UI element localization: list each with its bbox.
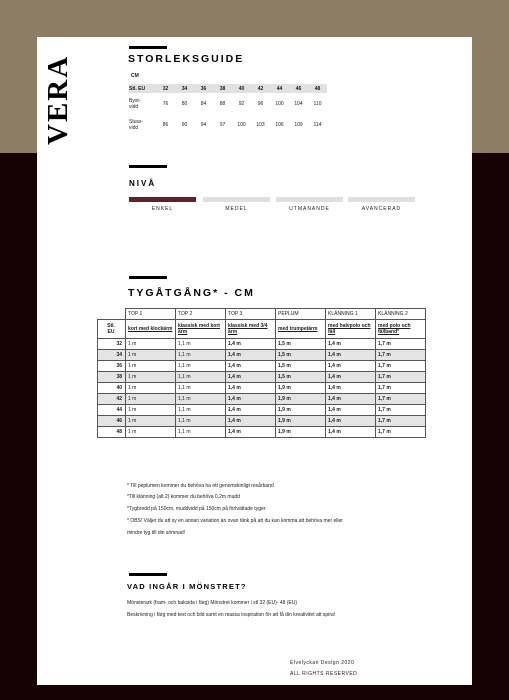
size-table: [129, 84, 327, 135]
size-cell: 32: [156, 84, 175, 93]
fabric-cell: 1,5 m: [276, 339, 326, 350]
level-label: AVANCERAD: [361, 206, 402, 212]
size-cell: 36: [194, 84, 213, 93]
fabric-cell: 1,7 m: [376, 427, 426, 438]
measure-cell: 84: [200, 100, 207, 107]
fabric-cell: 1,1 m: [176, 394, 226, 405]
fabric-cell: 1,7 m: [376, 372, 426, 383]
fabric-cell: 1,4 m: [326, 383, 376, 394]
fabric-row-size: 34: [98, 350, 126, 361]
measure-cell: 92: [238, 100, 245, 107]
fabric-desc-row: [98, 320, 426, 339]
measure-label: Stuss- vidd: [129, 118, 144, 131]
fabric-cell: 1,7 m: [376, 339, 426, 350]
fabric-col-header: TOP 2: [176, 309, 226, 320]
includes-line: Mönsterark (fram- och baksida i färg) Mönstret kommer i stl 32 (EU)- 48 (EU): [127, 600, 298, 606]
fabric-desc: med polo och fällband*: [376, 320, 426, 339]
measure-cell: 97: [219, 121, 226, 128]
fabric-cell: 1,1 m: [176, 383, 226, 394]
fabric-cell: 1 m: [126, 361, 176, 372]
level-label: ENKEL: [151, 206, 174, 212]
fabric-row-size: 40: [98, 383, 126, 394]
fabric-title: TYGÅTGÅNG* - CM: [128, 287, 255, 299]
fabric-row: [98, 383, 426, 394]
measure-cell: 106: [275, 121, 284, 128]
fabric-col-header: PEPLUM: [276, 309, 326, 320]
measure-cell: 103: [256, 121, 265, 128]
fabric-cell: 1,5 m: [276, 350, 326, 361]
fabric-cell: 1,1 m: [176, 416, 226, 427]
size-cell: 44: [270, 84, 289, 93]
measure-cell: 80: [181, 100, 188, 107]
fabric-cell: 1 m: [126, 383, 176, 394]
fabric-col-header: KLÄNNING 1: [326, 309, 376, 320]
fabric-cell: 1,1 m: [176, 427, 226, 438]
fabric-col-header: KLÄNNING 2: [376, 309, 426, 320]
size-row-hip: [129, 114, 327, 135]
measure-cell: 104: [294, 100, 303, 107]
fabric-cell: 1,1 m: [176, 405, 226, 416]
fabric-cell: 1,4 m: [326, 372, 376, 383]
fabric-cell: 1,4 m: [226, 361, 276, 372]
size-cell: 42: [251, 84, 270, 93]
fabric-cell: 1,4 m: [226, 394, 276, 405]
fabric-cell: 1,5 m: [276, 361, 326, 372]
fabric-row: [98, 394, 426, 405]
fabric-cell: 1,1 m: [176, 339, 226, 350]
fabric-desc: klassisk med kort ärm: [176, 320, 226, 339]
fabric-cell: 1,4 m: [226, 427, 276, 438]
measure-cell: 86: [162, 121, 169, 128]
fabric-cell: 1,4 m: [326, 350, 376, 361]
fabric-cell: 1,4 m: [326, 339, 376, 350]
measure-cell: 76: [162, 100, 169, 107]
fabric-row-size: 46: [98, 416, 126, 427]
fabric-desc: med halvpolo och fåll: [326, 320, 376, 339]
size-cell: 46: [289, 84, 308, 93]
fabric-row-size: 48: [98, 427, 126, 438]
size-cell: 48: [308, 84, 327, 93]
size-table-header: [129, 84, 327, 93]
measure-cell: 94: [200, 121, 207, 128]
level-bar-medel: [203, 197, 270, 202]
size-guide-title: STORLEKSGUIDE: [128, 53, 245, 65]
note-line: * OBS! Väljer du att sy en annan variation än ovan tänk på att du kan komma att behöva mer eller: [127, 518, 343, 524]
size-row-bust: [129, 93, 327, 114]
fabric-cell: 1,4 m: [226, 339, 276, 350]
fabric-col-header: TOP 1: [126, 309, 176, 320]
fabric-cell: 1,9 m: [276, 427, 326, 438]
fabric-cell: 1,7 m: [376, 405, 426, 416]
fabric-cell: 1,4 m: [326, 361, 376, 372]
section-bar: [129, 165, 167, 168]
fabric-row: [98, 416, 426, 427]
fabric-size-header: Stl. EU: [98, 320, 126, 339]
brand-logo: VERA: [42, 54, 74, 145]
level-bar-avancerad: [348, 197, 415, 202]
level-label: UTMANANDE: [289, 206, 330, 212]
fabric-cell: 1,7 m: [376, 383, 426, 394]
fabric-row-size: 42: [98, 394, 126, 405]
fabric-cell: 1 m: [126, 350, 176, 361]
fabric-cell: 1 m: [126, 405, 176, 416]
fabric-cell: 1,7 m: [376, 361, 426, 372]
fabric-row: [98, 339, 426, 350]
size-cell: 34: [175, 84, 194, 93]
size-cell: 38: [213, 84, 232, 93]
measure-cell: 100: [275, 100, 284, 107]
measure-cell: 90: [181, 121, 188, 128]
fabric-cell: 1 m: [126, 427, 176, 438]
level-bar-utmanande: [276, 197, 343, 202]
measure-cell: 109: [294, 121, 303, 128]
measure-cell: 100: [237, 121, 246, 128]
fabric-cell: 1,4 m: [226, 383, 276, 394]
size-header-label: Stl. EU: [129, 84, 156, 93]
fabric-cell: 1 m: [126, 416, 176, 427]
measure-cell: 114: [313, 121, 322, 128]
fabric-cell: 1,4 m: [226, 372, 276, 383]
fabric-cell: 1,1 m: [176, 372, 226, 383]
fabric-desc: klassisk med 3/4 ärm: [226, 320, 276, 339]
fabric-cell: 1,5 m: [276, 372, 326, 383]
includes-line: Beskrivning i färg med text och bild samt en massa inspiration för att få din kreativitet att spira!: [127, 612, 336, 618]
fabric-cell: 1 m: [126, 339, 176, 350]
fabric-cell: 1,7 m: [376, 350, 426, 361]
fabric-cell: 1,4 m: [226, 416, 276, 427]
note-line: * Till peplumen kommer du behöva ha ett genomskinligt resårband: [127, 483, 274, 489]
footer-rights: ALL RIGHTS RESERVED: [290, 671, 358, 677]
fabric-cell: 1 m: [126, 394, 176, 405]
fabric-cell: 1,4 m: [226, 350, 276, 361]
fabric-row: [98, 427, 426, 438]
fabric-table: [97, 308, 426, 438]
fabric-cell: 1,4 m: [326, 416, 376, 427]
fabric-cell: 1,1 m: [176, 350, 226, 361]
fabric-row-size: 32: [98, 339, 126, 350]
fabric-cell: 1,4 m: [326, 405, 376, 416]
footer-copyright: Elvelyckan Design 2020: [290, 660, 355, 666]
fabric-desc: med trumpetärm: [276, 320, 326, 339]
fabric-cell: 1,4 m: [326, 394, 376, 405]
note-line: *Till klänning (alt 2) kommer du behöva 0,2m mudd: [127, 494, 240, 500]
measure-label: Byst- vidd: [129, 97, 141, 110]
section-bar: [129, 276, 167, 279]
fabric-cell: 1,9 m: [276, 394, 326, 405]
level-title: NIVÅ: [129, 179, 157, 188]
fabric-cell: 1,9 m: [276, 383, 326, 394]
size-cell: 40: [232, 84, 251, 93]
fabric-desc: kort med klockärm: [126, 320, 176, 339]
fabric-col-header: TOP 3: [226, 309, 276, 320]
fabric-cell: 1 m: [126, 372, 176, 383]
fabric-header-row: [98, 309, 426, 320]
fabric-cell: 1,9 m: [276, 416, 326, 427]
note-line: mindre tyg till din sömnad!: [127, 530, 186, 536]
fabric-row-size: 38: [98, 372, 126, 383]
fabric-cell: 1,4 m: [226, 405, 276, 416]
level-bar-enkel: [129, 197, 196, 202]
fabric-row: [98, 372, 426, 383]
size-unit: CM: [131, 73, 139, 79]
section-bar: [129, 46, 167, 49]
fabric-cell: 1,4 m: [326, 427, 376, 438]
fabric-cell: 1,7 m: [376, 416, 426, 427]
measure-cell: 110: [313, 100, 322, 107]
includes-title: VAD INGÅR I MÖNSTRET?: [127, 582, 247, 591]
note-line: *Tygbredd på 150cm, muddvidd på 150cm på förtvättade tyger: [127, 506, 266, 512]
fabric-cell: 1,7 m: [376, 394, 426, 405]
level-label: MEDEL: [225, 206, 248, 212]
fabric-row: [98, 405, 426, 416]
fabric-body: [98, 339, 426, 438]
fabric-row: [98, 361, 426, 372]
section-bar: [129, 573, 167, 576]
fabric-row: [98, 350, 426, 361]
fabric-cell: 1,9 m: [276, 405, 326, 416]
fabric-row-size: 44: [98, 405, 126, 416]
measure-cell: 96: [257, 100, 264, 107]
measure-cell: 88: [219, 100, 226, 107]
fabric-cell: 1,1 m: [176, 361, 226, 372]
fabric-row-size: 36: [98, 361, 126, 372]
